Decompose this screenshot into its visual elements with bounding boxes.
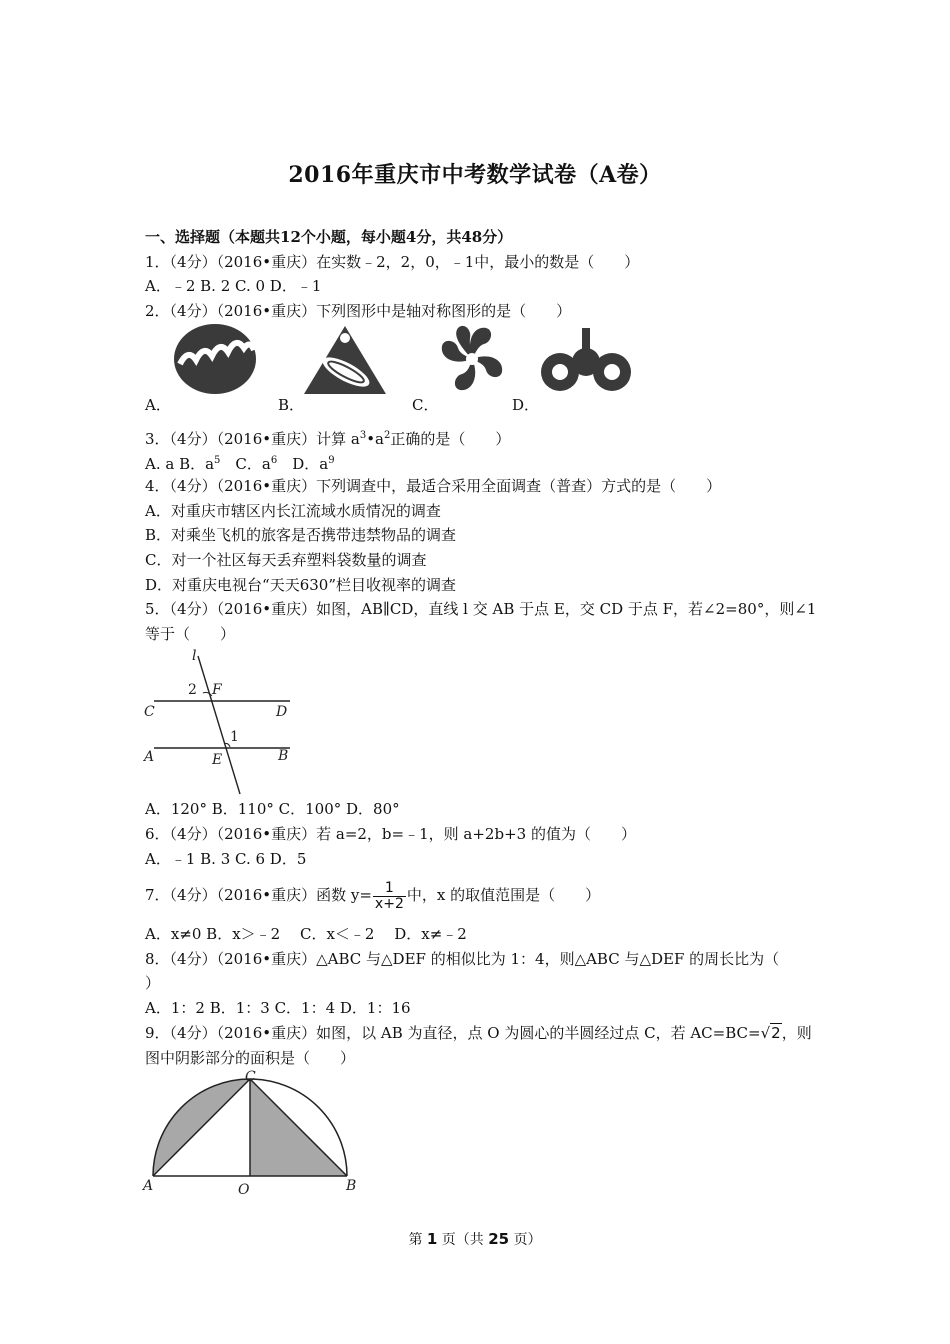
q4-option-b: B．对乘坐飞机的旅客是否携带违禁物品的调查 xyxy=(145,526,457,544)
q9-label-o: O xyxy=(238,1182,250,1198)
q8-stem-cont: ） xyxy=(145,974,161,992)
page-number: 1 xyxy=(426,1230,438,1248)
q9-label-c: C xyxy=(245,1069,256,1085)
q7-fraction: $\frac{1}{x+2}$ xyxy=(374,879,404,912)
q5-options: A．120° B．110° C．100° D．80° xyxy=(145,800,400,818)
q2-stem: 2．（4分）（2016•重庆）下列图形中是轴对称图形的是（ ） xyxy=(145,302,572,320)
q6-stem: 6．（4分）（2016•重庆）若 a=2，b=﹣1，则 a+2b+3 的值为（ ） xyxy=(145,825,636,843)
q2-option-c: C． xyxy=(412,396,439,414)
q9-semicircle-figure xyxy=(140,1068,360,1198)
q5-stem: 5．（4分）（2016•重庆）如图，AB∥CD，直线 l 交 AB 于点 E，交 CD 于点 F，若∠2=80°，则∠1 xyxy=(145,600,817,618)
exam-title: 2016年重庆市中考数学试卷（A卷） xyxy=(288,162,662,188)
page-footer: 第 1 页（共 25 页） xyxy=(408,1230,542,1248)
q9-label-a: A xyxy=(143,1178,154,1194)
q4-stem: 4．（4分）（2016•重庆）下列调查中，最适合采用全面调查（普查）方式的是（ ） xyxy=(145,477,722,495)
q5-label-2: 2 xyxy=(188,682,197,698)
q5-label-b: B xyxy=(278,748,289,764)
q2-option-d: D． xyxy=(512,396,540,414)
q2-figure-b xyxy=(302,324,388,396)
q4-option-c: C．对一个社区每天丢弃塑料袋数量的调查 xyxy=(145,551,427,569)
q3-stem: 3．（4分）（2016•重庆）计算 $a^3•a^2$正确的是（ ） xyxy=(145,430,511,448)
q8-stem: 8．（4分）（2016•重庆）△ABC 与△DEF 的相似比为 1：4，则△ABC 与△DEF 的周长比为（ xyxy=(145,950,780,968)
q5-stem-cont: 等于（ ） xyxy=(145,625,236,643)
q2-figure-d xyxy=(540,326,632,398)
q2-option-a: A． xyxy=(145,396,171,414)
q5-label-c: C xyxy=(144,704,155,720)
q5-label-e: E xyxy=(212,752,223,768)
q5-label-1: 1 xyxy=(230,729,239,745)
q7-stem: 7．（4分）（2016•重庆）函数 y= $\frac{1}{x+2}$ 中，x 的取值范围是（ ） xyxy=(145,879,601,912)
q5-label-l: l xyxy=(192,648,197,664)
q9-stem: 9．（4分）（2016•重庆）如图，以 AB 为直径，点 O 为圆心的半圆经过点 C，若 AC=BC=√2，则 xyxy=(145,1024,812,1042)
q3-options: A. a B．$a^5$ C．$a^6$ D．$a^9$ xyxy=(145,455,335,473)
q8-options: A．1：2 B．1：3 C．1：4 D．1：16 xyxy=(145,999,411,1017)
q9-sqrt: √2 xyxy=(760,1024,781,1042)
q4-option-d: D．对重庆电视台“天天630”栏目收视率的调查 xyxy=(145,576,456,594)
q6-options: A．﹣1 B. 3 C. 6 D．5 xyxy=(145,850,307,868)
q2-figure-c xyxy=(432,320,512,398)
q1-options: A．﹣2 B. 2 C. 0 D．﹣1 xyxy=(145,277,322,295)
total-pages: 25 xyxy=(488,1230,510,1248)
q9-label-b: B xyxy=(346,1178,357,1194)
q5-label-a: A xyxy=(144,749,155,765)
q5-label-d: D xyxy=(276,704,288,720)
section-heading: 一、选择题（本题共12个小题，每小题4分，共48分） xyxy=(145,228,513,246)
q9-stem-cont: 图中阴影部分的面积是（ ） xyxy=(145,1049,356,1067)
q5-parallel-lines-figure xyxy=(140,646,300,798)
q1-stem: 1．（4分）（2016•重庆）在实数﹣2，2，0，﹣1中，最小的数是（ ） xyxy=(145,253,640,271)
q4-option-a: A．对重庆市辖区内长江流域水质情况的调查 xyxy=(145,502,441,520)
q5-label-f: F xyxy=(212,682,222,698)
q2-option-b: B． xyxy=(278,396,305,414)
q7-options: A．x≠0 B．x＞﹣2 C．x＜﹣2 D．x≠﹣2 xyxy=(145,925,467,943)
q2-figure-a xyxy=(172,322,258,396)
